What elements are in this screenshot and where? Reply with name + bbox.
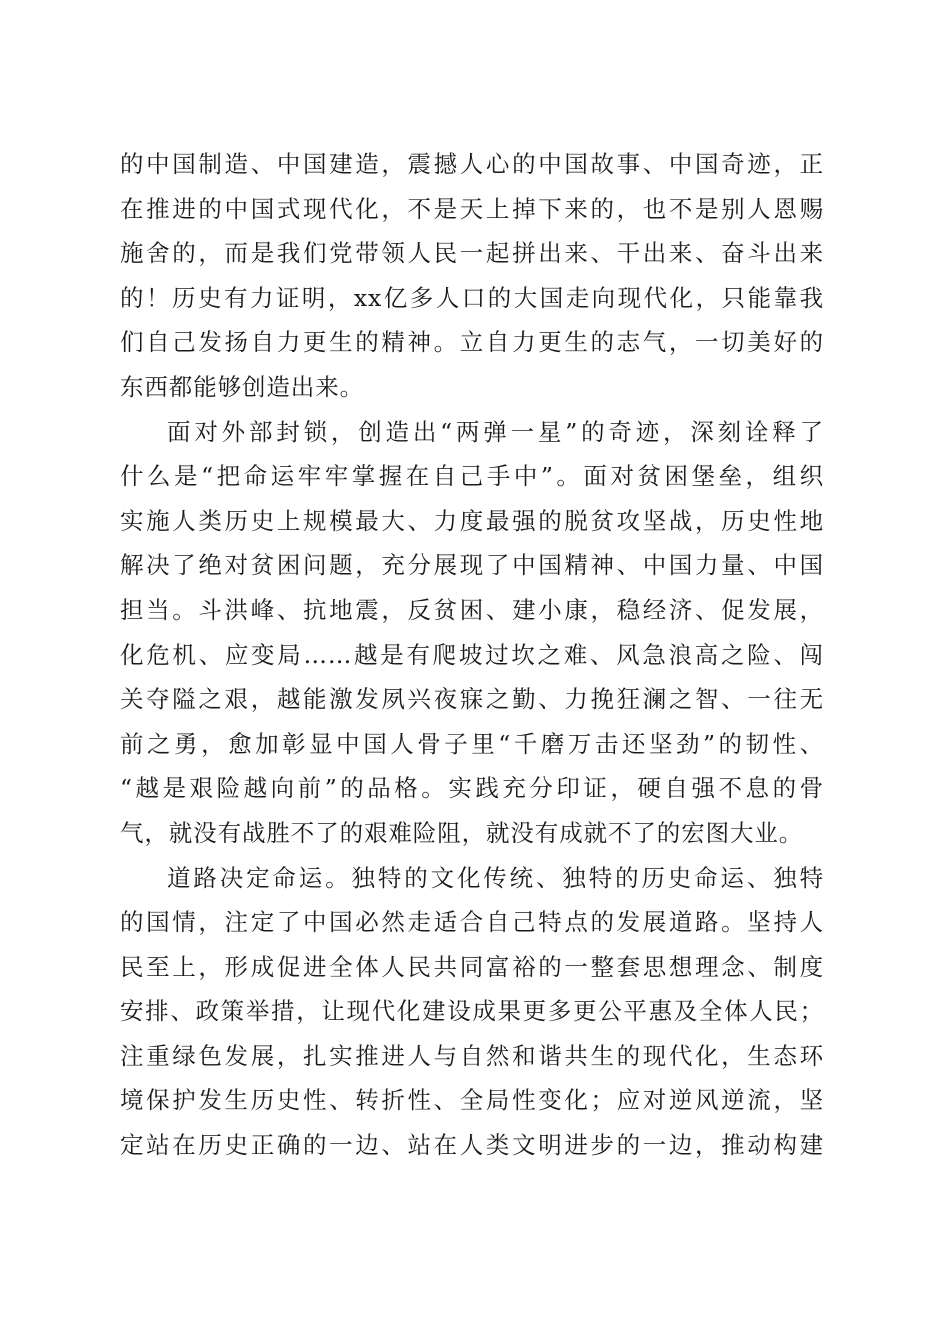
text-line: “越是艰险越向前”的品格。实践充分印证，硬自强不息的骨 xyxy=(120,774,824,803)
text-line: 气，就没有战胜不了的艰难险阻，就没有成就不了的宏图大业。 xyxy=(120,818,804,847)
text-line: 前之勇，愈加彰显中国人骨子里“千磨万击还坚劲”的韧性、 xyxy=(120,729,824,758)
text-line: 定站在历史正确的一边、站在人类文明进步的一边，推动构建 xyxy=(120,1131,824,1160)
text-line: 解决了绝对贫困问题，充分展现了中国精神、中国力量、中国 xyxy=(120,551,824,580)
text-line: 关夺隘之艰，越能激发夙兴夜寐之勤、力挽狂澜之智、一往无 xyxy=(120,685,824,714)
text-line: 实施人类历史上规模最大、力度最强的脱贫攻坚战，历史性地 xyxy=(120,506,824,535)
paragraph-first-line: 道路决定命运。独特的文化传统、独特的历史命运、独特 xyxy=(167,863,824,892)
text-line: 担当。斗洪峰、抗地震，反贫困、建小康，稳经济、促发展， xyxy=(120,595,824,624)
paragraph-first-line: 面对外部封锁，创造出“两弹一星”的奇迹，深刻诠释了 xyxy=(167,417,824,446)
text-line: 的！历史有力证明，xx亿多人口的大国走向现代化，只能靠我 xyxy=(120,283,824,312)
text-line: 在推进的中国式现代化，不是天上掉下来的，也不是别人恩赐 xyxy=(120,194,824,223)
text-line: 什么是“把命运牢牢掌握在自己手中”。面对贫困堡垒，组织 xyxy=(120,462,824,491)
text-line: 们自己发扬自力更生的精神。立自力更生的志气，一切美好的 xyxy=(120,328,824,357)
text-line: 东西都能够创造出来。 xyxy=(120,372,364,401)
document-body xyxy=(120,142,824,1168)
text-line: 民至上，形成促进全体人民共同富裕的一整套思想理念、制度 xyxy=(120,952,824,981)
text-line: 境保护发生历史性、转折性、全局性变化；应对逆风逆流，坚 xyxy=(120,1086,824,1115)
text-line: 安排、政策举措，让现代化建设成果更多更公平惠及全体人民； xyxy=(120,997,824,1026)
text-line: 注重绿色发展，扎实推进人与自然和谐共生的现代化，生态环 xyxy=(120,1041,824,1070)
text-line: 化危机、应变局……越是有爬坡过坎之难、风急浪高之险、闯 xyxy=(120,640,824,669)
text-line: 的国情，注定了中国必然走适合自己特点的发展道路。坚持人 xyxy=(120,908,824,937)
text-line: 施舍的，而是我们党带领人民一起拼出来、干出来、奋斗出来 xyxy=(120,239,824,268)
text-line: 的中国制造、中国建造，震撼人心的中国故事、中国奇迹，正 xyxy=(120,150,824,178)
